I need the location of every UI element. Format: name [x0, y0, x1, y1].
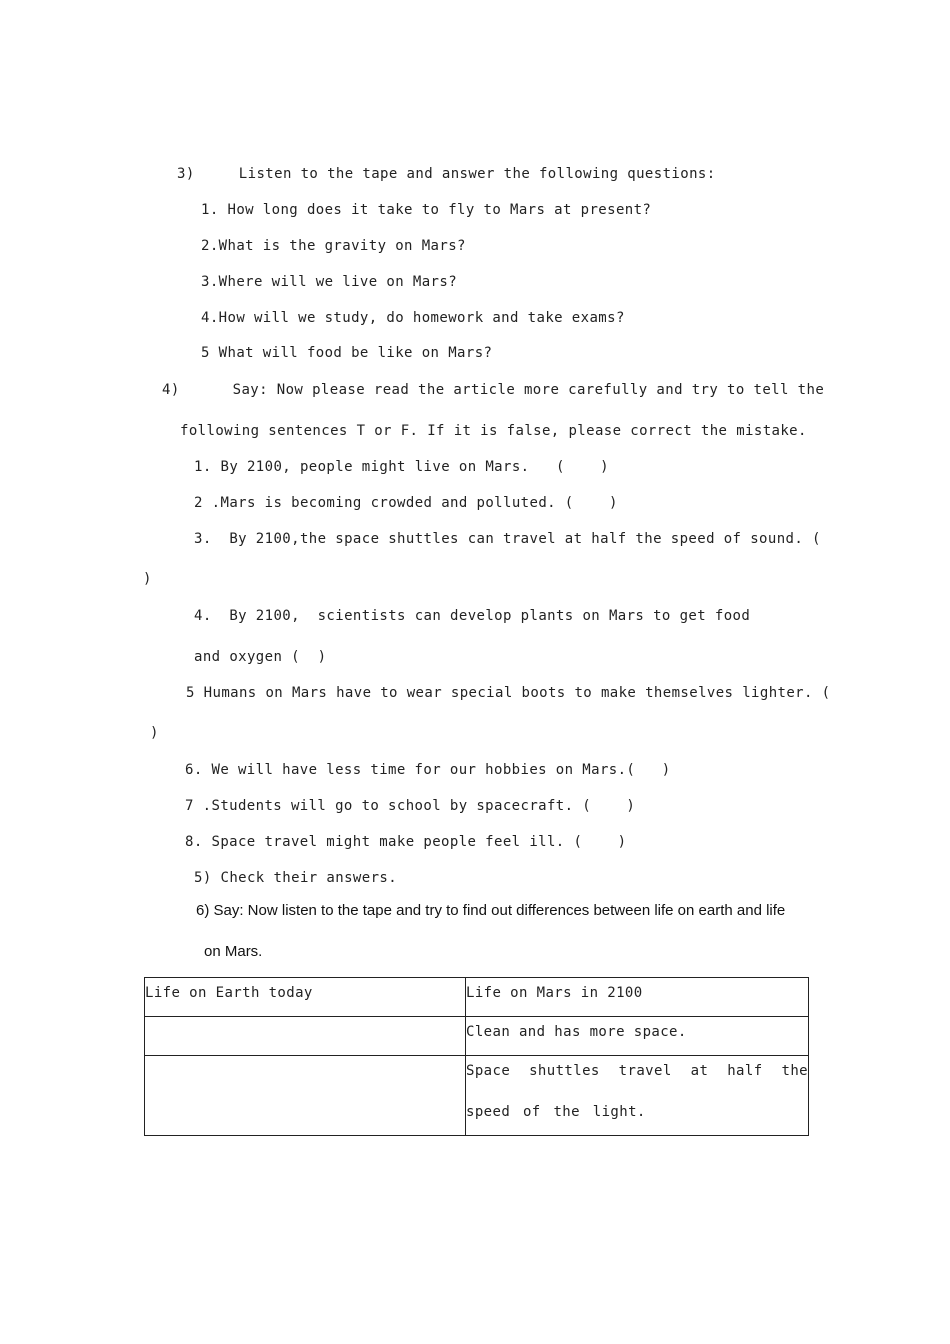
q3-question-2: 2.What is the gravity on Mars? [201, 238, 466, 254]
comparison-table [144, 977, 809, 1136]
q4-item-8: 8. Space travel might make people feel ill. ( ) [185, 834, 627, 850]
q3-question-1: 1. How long does it take to fly to Mars at present? [201, 202, 652, 218]
q3-heading: 3) Listen to the tape and answer the following questions: [177, 166, 716, 182]
q4-item-2: 2 .Mars is becoming crowded and polluted. ( ) [194, 495, 618, 511]
q3-question-3: 3.Where will we live on Mars? [201, 274, 458, 290]
q4-item-3-continued: ) [143, 571, 152, 587]
q6-line1: 6) Say: Now listen to the tape and try to find out differences between life on earth and life [196, 902, 786, 919]
table-header-mars: Life on Mars in 2100 [466, 978, 809, 1017]
q6-line2: on Mars. [204, 943, 263, 960]
table-cell-earth-1 [145, 1017, 466, 1056]
q4-heading-line2: following sentences T or F. If it is false, please correct the mistake. [180, 423, 807, 439]
q4-item-7: 7 .Students will go to school by spacecraft. ( ) [185, 798, 636, 814]
table-cell-mars-1: Clean and has more space. [466, 1017, 809, 1056]
q4-item-1: 1. By 2100, people might live on Mars. ( ) [194, 459, 609, 475]
table-row [145, 1056, 809, 1136]
table-cell-mars-2: Space shuttles travel at half the speed of the light. [466, 1056, 809, 1136]
q4-item-5: 5 Humans on Mars have to wear special boots to make themselves lighter. ( [186, 685, 831, 701]
q4-heading-line1: 4) Say: Now please read the article more carefully and try to tell the [162, 382, 825, 398]
q4-item-4: 4. By 2100, scientists can develop plants on Mars to get food [194, 608, 751, 624]
q4-item-6: 6. We will have less time for our hobbies on Mars.( ) [185, 762, 671, 778]
q3-question-4: 4.How will we study, do homework and take exams? [201, 310, 625, 326]
q4-item-3: 3. By 2100,the space shuttles can travel at half the speed of sound. ( [194, 531, 821, 547]
table-header-earth: Life on Earth today [145, 978, 466, 1017]
q4-item-5-continued: ) [150, 725, 159, 741]
q4-item-4-continued: and oxygen ( ) [194, 649, 327, 665]
q5-text: 5) Check their answers. [194, 870, 398, 886]
q3-question-5: 5 What will food be like on Mars? [201, 345, 493, 361]
table-header-row [145, 978, 809, 1017]
table-cell-earth-2 [145, 1056, 466, 1136]
